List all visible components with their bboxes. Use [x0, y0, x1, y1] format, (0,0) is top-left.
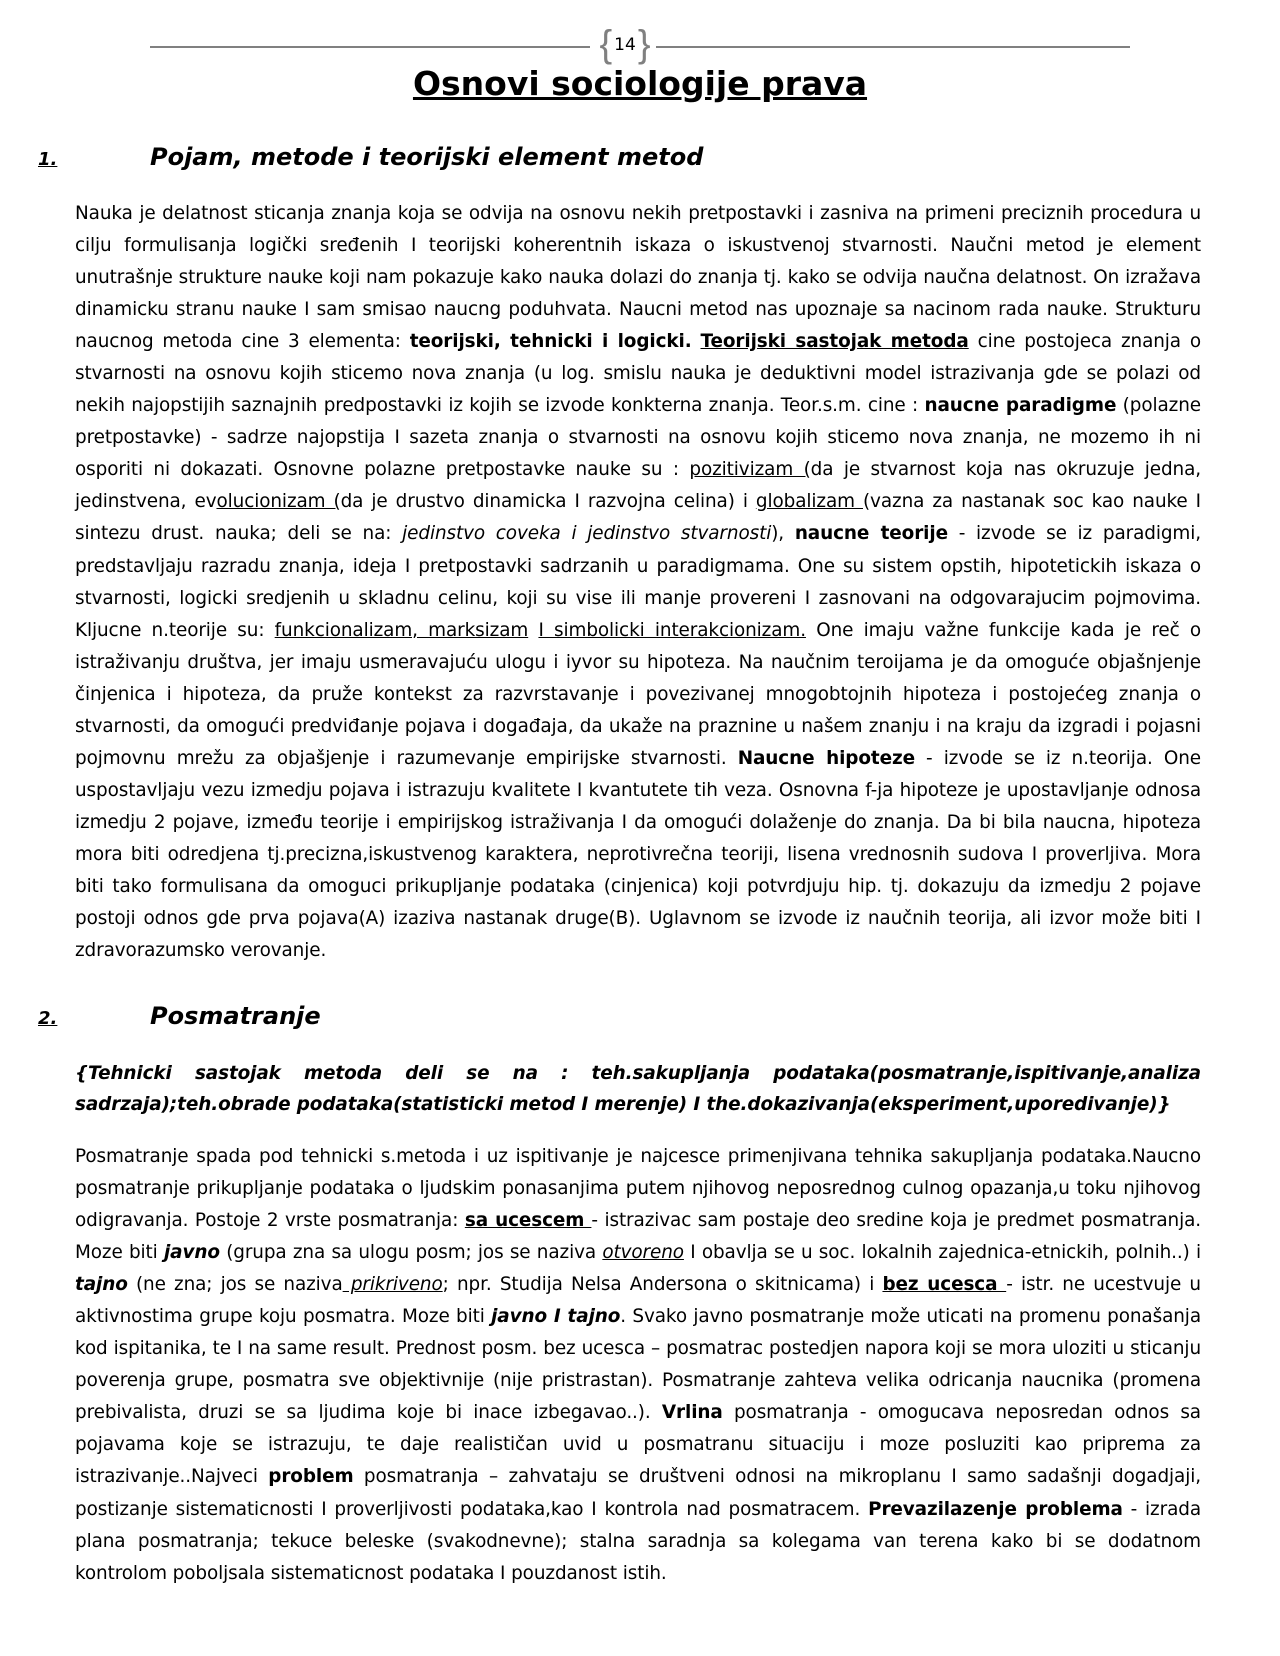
bold-term: problem — [268, 1466, 354, 1488]
italic-term: jedinstvo coveka i jedinstvo stvarnosti — [402, 523, 772, 545]
right-brace-icon: } — [637, 23, 651, 66]
underlined-term: I simbolicki interakcionizam. — [538, 619, 806, 641]
document-title: Osnovi sociologije prava — [412, 64, 868, 103]
italic-underlined-term: otvoreno — [602, 1242, 684, 1264]
bold-term: Naucne hipoteze — [737, 747, 915, 769]
section-2-paragraph: Posmatranje spada pod tehnicki s.metoda i uz ispitivanje je najcesce primenjivana tehnika sakupljanja podataka.Naucno posmatranje prikupljanje podataka o ljudskim ponasanjima putem njihovog neposrednog culnog opazanja,u toku njihovog odigravanja. Postoje 2 vrste posmatranja: sa ucescem - istrazivac sam postaje deo sredine koja je predmet posmatranja. Moze biti javno (grupa zna sa ulogu posm; jos se naziva otvoreno I obavlja se u soc. lokalnih zajednica-etnickih, polnih..) i tajno (ne zna; jos se naziva prikriveno; npr. Studija Nelsa Andersona o skitnicama) i bez ucesca - istr. ne ucestvuje u aktivnostima grupe koju posmatra. Moze biti javno I tajno. Svako javno posmatranje može uticati na promenu ponašanja kod ispitanika, te I na same result. Prednost posm. bez ucesca – posmatrac postedjen napora koji se mora uloziti u sticanju poverenja grupe, posmatra sve objektivnije (nije pristrastan). Posmatranje zahteva velika odricanja naucnika (promena prebivalista, druzi se sa ljudima koje bi inace izbegavao..). Vrlina posmatranja - omogucava neposredan odnos sa pojavama koje se istrazuju, te daje realističan uvid u posmatranu situaciju i moze posluziti kao priprema za istrazivanje..Najveci problem posmatranja – zahvataju se društveni odnosi na mikroplanu I samo sadašnji dogadjaji, postizanje sistematicnosti I proverljivosti podataka,kao I kontrola nad posmatracem. Prevazilazenje problema - izrada plana posmatranja; tekuce beleske (svakodnevne); stalna saradnja sa kolegama van terena kako bi se dodatnom kontrolom poboljsala sistematicnost podataka I pouzdanost istih. — [75, 1146, 1202, 1584]
bold-italic-term: javno I tajno — [491, 1306, 621, 1328]
left-brace-icon: { — [599, 23, 613, 66]
bold-italic-term: tajno — [75, 1274, 128, 1296]
section-1-number: 1. — [38, 149, 58, 170]
bold-term: naucne teorije — [794, 523, 948, 545]
bold-term: Prevazilazenje problema — [868, 1498, 1123, 1520]
underlined-term: olucionizam ( — [216, 491, 341, 513]
underlined-term: funkcionalizam, marksizam — [274, 619, 529, 641]
italic-underlined-term: prikriveno — [342, 1274, 443, 1296]
header-rule-left — [150, 46, 590, 48]
bold-italic-term: javno — [163, 1242, 220, 1264]
page-number: 14 — [614, 34, 636, 55]
bold-underlined-term: Teorijski sastojak metoda — [700, 331, 969, 353]
underlined-term: pozitivizam ( — [689, 459, 811, 481]
header-rule-right — [656, 46, 1130, 48]
section-1-heading — [38, 140, 703, 177]
bold-term: Vrlina — [661, 1402, 723, 1424]
section-1-title: Pojam, metode i teorijski element metod — [150, 143, 704, 171]
bold-term: naucne paradigme — [924, 395, 1117, 417]
section-2-number: 2. — [38, 1008, 58, 1029]
bold-text: teorijski, tehnicki i logicki. — [409, 331, 692, 353]
section-2-intro: {Tehnicki sastojak metoda deli se na : teh.sakupljanja podataka(posmatranje,ispitivanje,analiza sadrzaja);teh.obrade podataka(statisticki metod I merenje) I the.dokazivanja(eksperiment,uporedivanje)} — [75, 1063, 1201, 1115]
bold-underlined-term: bez ucesca — [882, 1274, 1007, 1296]
section-1-paragraph: Nauka je delatnost sticanja znanja koja se odvija na osnovu nekih pretpostavki i zasniva na primeni preciznih procedura u cilju formulisanja logički sređenih I teorijski koherentnih iskaza o iskustvenoj stvarnosti. Naučni metod je element unutrašnje strukture nauke koji nam pokazuje kako nauka dolazi do znanja tj. kako se odvija naučna delatnost. On izražava dinamicku stranu nauke I sam smisao naucng poduhvata. Naucni metod nas upoznaje sa nacinom rada nauke. Strukturu naucnog metoda cine 3 elementa: teorijski, tehnicki i logicki. Teorijski sastojak metoda cine postojeca znanja o stvarnosti na osnovu kojih sticemo nova znanja (u log. smislu nauka je deduktivni model istrazivanja gde se polazi od nekih najopstijih saznajnih predpostavki iz kojih se izvode konkterna znanja. Teor.s.m. cine : naucne paradigme (polazne pretpostavke) - sadrze najopstija I sazeta znanja o stvarnosti na osnovu kojih sticemo nova znanja, ne mozemo ih ni osporiti ni dokazati. Osnovne polazne pretpostavke nauke su : pozitivizam (da je stvarnost koja nas okruzuje jedna, jedinstvena, evolucionizam (da je drustvo dinamicka I razvojna celina) i globalizam (vazna za nastanak soc kao nauke I sintezu drust. nauka; deli se na: jedinstvo coveka i jedinstvo stvarnosti), naucne teorije - izvode se iz paradigmi, predstavljaju razradu znanja, ideja I pretpostavki sadrzanih u paradigmama. One su sistem opstih, hipotetickih iskaza o stvarnosti, logicki sredjenih u skladnu celinu, koji su vise ili manje provereni I zasnovani na odgovarajucim pojmovima. Kljucne n.teorije su: funkcionalizam, marksizam I simbolicki interakcionizam. One imaju važne funkcije kada je reč o istraživanju društva, jer imaju usmeravajuću ulogu i iyvor su hipoteza. Na naučnim teroijama je da omoguće objašnjenje činjenica i hipoteza, da pruže kontekst za razvrstavanje i povezivanej mnogobtojnih hipoteza i postojećeg znanja o stvarnosti, da omogući predviđanje pojava i događaja, da ukaže na praznine u našem znanju i na kraju da izgradi i pojasni pojmovnu mrežu za objašjenje i razumevanje empirijske stvarnosti. Naucne hipoteze - izvode se iz n.teorija. One uspostavljaju vezu izmedju pojava i istrazuju kvalitete I kvantutete tih veza. Osnovna f-ja hipoteze je upostavljanje odnosa izmedju 2 pojave, između teorije i empirijskog istraživanja I da omogući dolaženje do znanja. Da bi bila naucna, hipoteza mora biti odredjena tj.precizna,iskustvenog karaktera, neprotivrečna teoriji, lisena vrednosnih sudova I proverljiva. Mora biti tako formulisana da omoguci prikupljanje podataka (cinjenica) koji potvrdjuju hip. tj. dokazuju da izmedju 2 pojave postoji odnos gde prva pojava(A) izaziva nastanak druge(B). Uglavnom se izvode iz naučnih teorija, ali izvor može biti I zdravorazumsko verovanje. — [75, 203, 1201, 962]
section-2-heading — [38, 999, 321, 1036]
bold-underlined-term: sa ucescem — [464, 1210, 592, 1232]
underlined-term: globalizam — [755, 491, 863, 513]
section-2-title: Posmatranje — [150, 1002, 321, 1030]
